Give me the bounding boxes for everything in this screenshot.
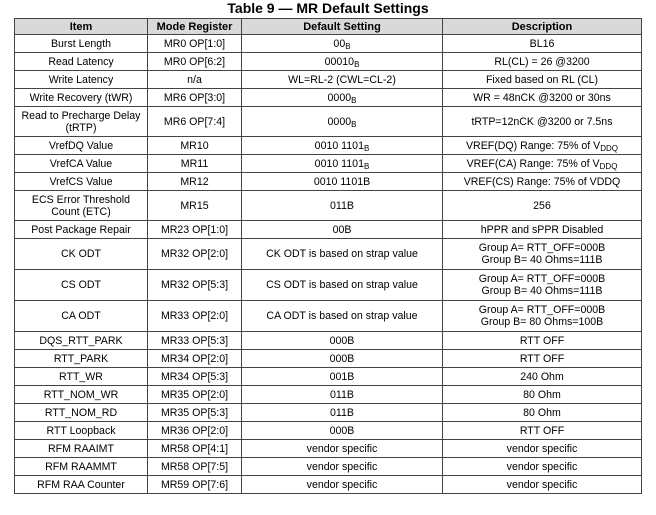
- cell-description: [443, 476, 642, 494]
- cell-item-text: ECS Error Threshold Count (ETC): [31, 193, 131, 218]
- table-row: [15, 155, 642, 173]
- cell-mode-register: [148, 71, 242, 89]
- cell-mode-register-text: MR23 OP[1:0]: [160, 223, 229, 236]
- cell-item-text: Write Latency: [48, 73, 114, 86]
- cell-mode-register-text: MR32 OP[2:0]: [160, 248, 229, 260]
- cell-item: [15, 53, 148, 71]
- cell-mode-register-text: MR6 OP[7:4]: [163, 115, 226, 128]
- cell-default-setting: [242, 404, 443, 422]
- table-caption: Table 9 — MR Default Settings: [227, 0, 429, 16]
- cell-mode-register: [148, 368, 242, 386]
- cell-default-setting: [242, 301, 443, 332]
- cell-mode-register-text: MR33 OP[2:0]: [160, 310, 229, 322]
- cell-item-text: Write Recovery (tWR): [29, 91, 133, 104]
- cell-description: [443, 173, 642, 191]
- cell-description: [443, 137, 642, 155]
- cell-description-text: Group A= RTT_OFF=000B: [478, 273, 606, 285]
- cell-mode-register-text: MR12: [180, 175, 209, 188]
- cell-default-setting: [242, 71, 443, 89]
- cell-mode-register-text: MR35 OP[5:3]: [160, 406, 229, 419]
- cell-default-setting-text: 0010 1101B: [313, 175, 371, 188]
- cell-mode-register: [148, 458, 242, 476]
- header-default-setting: Default Setting: [242, 19, 443, 35]
- table-row: [15, 350, 642, 368]
- cell-item-text: RTT_PARK: [53, 352, 109, 365]
- cell-mode-register: [148, 270, 242, 301]
- cell-default-setting: [242, 239, 443, 270]
- table-row: [15, 386, 642, 404]
- cell-item-text: RFM RAA Counter: [37, 478, 125, 491]
- cell-item-text: CS ODT: [60, 279, 102, 291]
- cell-description: [443, 350, 642, 368]
- cell-default-setting-subscript: B: [345, 41, 351, 51]
- cell-item: [15, 332, 148, 350]
- table-row: [15, 239, 642, 270]
- cell-default-setting-text: 011B: [330, 388, 354, 401]
- cell-mode-register-text: MR34 OP[5:3]: [160, 370, 229, 383]
- table-body: [15, 35, 642, 494]
- cell-item-text: RTT_NOM_WR: [43, 388, 119, 401]
- cell-mode-register: [148, 476, 242, 494]
- cell-item-text: RFM RAAIMT: [48, 442, 114, 455]
- cell-default-setting-text: 0000: [327, 91, 352, 104]
- cell-item: [15, 89, 148, 107]
- cell-default-setting-text: vendor specific: [306, 442, 378, 455]
- cell-item-text: Read to Precharge Delay (tRTP): [21, 109, 141, 134]
- cell-item-text: VrefCA Value: [49, 157, 113, 170]
- cell-default-setting-text: 00010: [324, 55, 355, 68]
- cell-item: [15, 458, 148, 476]
- cell-default-setting: [242, 53, 443, 71]
- table-row: [15, 301, 642, 332]
- table-row: [15, 53, 642, 71]
- cell-item: [15, 440, 148, 458]
- table-row: [15, 173, 642, 191]
- cell-item: [15, 239, 148, 270]
- cell-description: [443, 404, 642, 422]
- cell-mode-register: [148, 332, 242, 350]
- cell-description-text-line2: Group B= 40 Ohms=111B: [481, 285, 603, 297]
- cell-description: [443, 368, 642, 386]
- cell-item: [15, 35, 148, 53]
- cell-item-text: Post Package Repair: [31, 223, 131, 236]
- cell-default-setting: [242, 440, 443, 458]
- cell-item-text: RTT_WR: [59, 370, 103, 383]
- cell-item: [15, 137, 148, 155]
- cell-description-subscript: DDQ: [600, 143, 619, 153]
- cell-mode-register: [148, 89, 242, 107]
- cell-mode-register-text: MR34 OP[2:0]: [160, 352, 229, 365]
- cell-default-setting-text: CK ODT is based on strap value: [266, 248, 418, 260]
- cell-mode-register: [148, 53, 242, 71]
- table-row: [15, 404, 642, 422]
- cell-item-text: RTT_NOM_RD: [44, 406, 118, 419]
- cell-description-text: RL(CL) = 26 @3200: [494, 55, 590, 68]
- cell-item: [15, 107, 148, 137]
- cell-mode-register: [148, 173, 242, 191]
- cell-description-text: Fixed based on RL (CL): [485, 73, 599, 86]
- cell-description: [443, 386, 642, 404]
- cell-default-setting-text: 0010 1101: [314, 139, 364, 152]
- cell-mode-register: [148, 137, 242, 155]
- cell-description: [443, 239, 642, 270]
- cell-description-text: VREF(CS) Range: 75% of VDDQ: [463, 175, 621, 188]
- table-row: [15, 368, 642, 386]
- cell-default-setting: [242, 191, 443, 221]
- cell-mode-register: [148, 440, 242, 458]
- cell-mode-register: [148, 350, 242, 368]
- cell-mode-register: [148, 221, 242, 239]
- cell-description-text: BL16: [529, 37, 555, 50]
- cell-default-setting: [242, 332, 443, 350]
- cell-description-text: WR = 48nCK @3200 or 30ns: [473, 91, 611, 104]
- header-item: Item: [15, 19, 148, 35]
- cell-mode-register-text: MR58 OP[4:1]: [160, 442, 229, 455]
- cell-mode-register-text: MR0 OP[1:0]: [163, 37, 226, 50]
- cell-default-setting-subscript: B: [351, 119, 357, 129]
- cell-default-setting: [242, 422, 443, 440]
- cell-default-setting: [242, 137, 443, 155]
- cell-description-subscript: DDQ: [599, 161, 618, 171]
- cell-mode-register-text: MR59 OP[7:6]: [160, 478, 229, 491]
- cell-item: [15, 368, 148, 386]
- cell-mode-register: [148, 404, 242, 422]
- cell-description-text: vendor specific: [506, 442, 578, 455]
- cell-description-text-line2: Group B= 40 Ohms=111B: [481, 254, 603, 266]
- cell-description-text: VREF(CA) Range: 75% of V: [466, 157, 600, 170]
- cell-description-text: Group A= RTT_OFF=000B: [478, 304, 606, 316]
- cell-mode-register: [148, 239, 242, 270]
- cell-mode-register: [148, 386, 242, 404]
- cell-item-text: VrefCS Value: [49, 175, 113, 188]
- cell-item-text: DQS_RTT_PARK: [39, 334, 123, 347]
- cell-item: [15, 422, 148, 440]
- cell-mode-register-text: MR58 OP[7:5]: [160, 460, 229, 473]
- cell-description-text: VREF(DQ) Range: 75% of V: [465, 139, 601, 152]
- table-row: [15, 332, 642, 350]
- cell-description-text: tRTP=12nCK @3200 or 7.5ns: [471, 115, 613, 128]
- cell-default-setting-text: 0000: [327, 115, 352, 128]
- cell-default-setting-text: 011B: [330, 199, 354, 212]
- table-row: [15, 221, 642, 239]
- cell-mode-register-text: MR33 OP[5:3]: [160, 334, 229, 347]
- table-row: [15, 422, 642, 440]
- mr-default-settings-table: [14, 18, 642, 494]
- cell-description: [443, 221, 642, 239]
- cell-description: [443, 35, 642, 53]
- cell-item: [15, 155, 148, 173]
- cell-default-setting-text: 00: [333, 37, 346, 50]
- cell-default-setting-subscript: B: [351, 95, 357, 105]
- cell-description-text: vendor specific: [506, 478, 578, 491]
- cell-default-setting-text: 000B: [329, 352, 355, 365]
- cell-default-setting: [242, 221, 443, 239]
- cell-mode-register-text: MR36 OP[2:0]: [160, 424, 229, 437]
- cell-item: [15, 173, 148, 191]
- cell-default-setting: [242, 458, 443, 476]
- cell-description: [443, 458, 642, 476]
- cell-description-text: 80 Ohm: [523, 388, 561, 401]
- cell-item-text: Read Latency: [48, 55, 114, 68]
- cell-item: [15, 350, 148, 368]
- cell-default-setting-text: 011B: [330, 406, 354, 419]
- cell-default-setting-text: vendor specific: [306, 478, 378, 491]
- cell-default-setting: [242, 155, 443, 173]
- cell-description-text: RTT OFF: [519, 334, 565, 347]
- cell-mode-register-text: MR32 OP[5:3]: [160, 279, 229, 291]
- cell-default-setting-text: 000B: [329, 424, 355, 437]
- table-row: [15, 270, 642, 301]
- cell-default-setting-text: CA ODT is based on strap value: [266, 310, 418, 322]
- cell-default-setting-subscript: B: [354, 59, 360, 69]
- cell-default-setting-subscript: B: [363, 143, 370, 153]
- cell-item: [15, 386, 148, 404]
- cell-default-setting-subscript: B: [363, 161, 370, 171]
- cell-default-setting: [242, 107, 443, 137]
- cell-item: [15, 191, 148, 221]
- table-row: [15, 89, 642, 107]
- cell-mode-register-text: MR6 OP[3:0]: [163, 91, 226, 104]
- cell-item: [15, 221, 148, 239]
- header-description: Description: [443, 19, 642, 35]
- cell-default-setting: [242, 173, 443, 191]
- table-row: [15, 71, 642, 89]
- cell-item: [15, 301, 148, 332]
- table-row: [15, 107, 642, 137]
- cell-mode-register: [148, 191, 242, 221]
- cell-item: [15, 404, 148, 422]
- cell-mode-register-text: MR35 OP[2:0]: [160, 388, 229, 401]
- cell-description: [443, 71, 642, 89]
- cell-description-text: RTT OFF: [519, 424, 565, 437]
- table-row: [15, 440, 642, 458]
- cell-default-setting-text: CS ODT is based on strap value: [266, 279, 418, 291]
- cell-default-setting: [242, 270, 443, 301]
- cell-default-setting: [242, 368, 443, 386]
- cell-item: [15, 476, 148, 494]
- cell-description: [443, 53, 642, 71]
- cell-mode-register-text: MR0 OP[6:2]: [163, 55, 226, 68]
- cell-description-text: 240 Ohm: [520, 370, 564, 383]
- cell-mode-register: [148, 301, 242, 332]
- cell-description-text: vendor specific: [506, 460, 578, 473]
- cell-default-setting-text: 001B: [329, 370, 355, 383]
- cell-description-text: 80 Ohm: [523, 406, 561, 419]
- cell-description: [443, 191, 642, 221]
- cell-description-text: 256: [533, 199, 551, 212]
- cell-description-text: RTT OFF: [519, 352, 565, 365]
- table-row: [15, 137, 642, 155]
- cell-description: [443, 107, 642, 137]
- header-mode-register: Mode Register: [148, 19, 242, 35]
- cell-description: [443, 89, 642, 107]
- cell-default-setting: [242, 386, 443, 404]
- table-row: [15, 458, 642, 476]
- cell-item-text: CK ODT: [60, 248, 102, 260]
- cell-item-text: CA ODT: [61, 310, 101, 322]
- table-row: [15, 35, 642, 53]
- cell-description: [443, 270, 642, 301]
- cell-default-setting-text: WL=RL-2 (CWL=CL-2): [288, 73, 396, 86]
- cell-description-text: Group A= RTT_OFF=000B: [478, 242, 606, 254]
- cell-default-setting: [242, 89, 443, 107]
- cell-default-setting: [242, 350, 443, 368]
- cell-description-text-line2: Group B= 80 Ohms=100B: [480, 316, 604, 328]
- cell-description: [443, 422, 642, 440]
- cell-default-setting-text: 00B: [332, 223, 352, 236]
- header-row: [15, 19, 642, 35]
- cell-description-text: hPPR and sPPR Disabled: [480, 223, 604, 236]
- cell-default-setting-text: 0010 1101: [314, 157, 364, 170]
- cell-description: [443, 301, 642, 332]
- cell-item: [15, 71, 148, 89]
- cell-mode-register: [148, 422, 242, 440]
- cell-mode-register-text: MR15: [180, 199, 209, 212]
- cell-mode-register-text: n/a: [187, 73, 202, 86]
- cell-mode-register: [148, 35, 242, 53]
- cell-mode-register-text: MR11: [180, 157, 209, 170]
- cell-description: [443, 332, 642, 350]
- cell-default-setting: [242, 476, 443, 494]
- cell-mode-register: [148, 155, 242, 173]
- cell-description: [443, 155, 642, 173]
- cell-default-setting: [242, 35, 443, 53]
- cell-mode-register: [148, 107, 242, 137]
- cell-item-text: RTT Loopback: [46, 424, 116, 437]
- cell-item: [15, 270, 148, 301]
- table-row: [15, 191, 642, 221]
- cell-default-setting-text: vendor specific: [306, 460, 378, 473]
- cell-item-text: VrefDQ Value: [48, 139, 114, 152]
- cell-item-text: Burst Length: [50, 37, 112, 50]
- cell-default-setting-text: 000B: [329, 334, 355, 347]
- cell-item-text: RFM RAAMMT: [45, 460, 117, 473]
- table-row: [15, 476, 642, 494]
- cell-mode-register-text: MR10: [180, 139, 209, 152]
- cell-description: [443, 440, 642, 458]
